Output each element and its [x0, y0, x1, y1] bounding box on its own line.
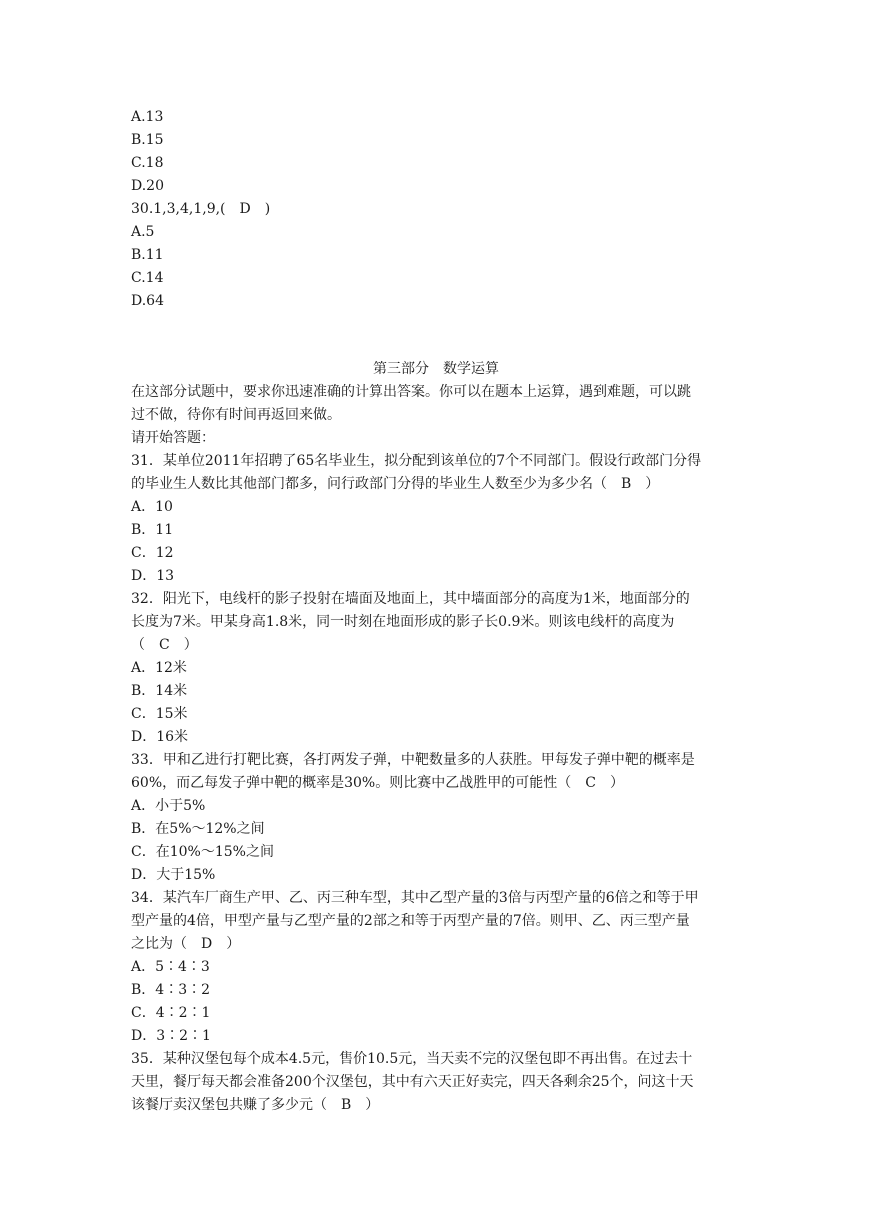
section-intro: [131, 381, 741, 450]
option-line: A．12米: [131, 660, 187, 676]
question-33: [131, 749, 741, 887]
option-line: B.11: [131, 247, 164, 263]
question-stem: 35．某种汉堡包每个成本4.5元，售价10.5元，当天卖不完的汉堡包即不再出售。在过去十: [131, 1051, 693, 1067]
question-stem: 的毕业生人数比其他部门都多，问行政部门分得的毕业生人数至少为多少名（ B ）: [131, 476, 660, 492]
intro-line: 在这部分试题中，要求你迅速准确的计算出答案。你可以在题本上运算，遇到难题，可以跳: [131, 384, 691, 400]
option-line: C．15米: [131, 706, 188, 722]
question-34: [131, 887, 741, 1048]
question-stem: 33．甲和乙进行打靶比赛，各打两发子弹，中靶数量多的人获胜。甲每发子弹中靶的概率是: [131, 752, 695, 768]
option-line: D．3∶2∶1: [131, 1028, 211, 1044]
option-line: B．11: [131, 522, 174, 538]
option-line: C．在10%～15%之间: [131, 844, 274, 860]
option-line: D.64: [131, 293, 164, 309]
question-stem: 该餐厅卖汉堡包共赚了多少元（ B ）: [131, 1097, 380, 1113]
option-line: D．13: [131, 568, 175, 584]
option-line: D.20: [131, 178, 164, 194]
intro-line: 请开始答题：: [131, 430, 215, 446]
prev-question-options: [131, 106, 741, 198]
option-line: C．12: [131, 545, 174, 561]
question-stem: 型产量的4倍，甲型产量与乙型产量的2部之和等于丙型产量的7倍。则甲、乙、丙三型产量: [131, 913, 690, 929]
question-stem: 天里，餐厅每天都会准备200个汉堡包，其中有六天正好卖完，四天各剩余25个，问这十天: [131, 1074, 694, 1090]
section-gap: [131, 313, 741, 358]
option-line: B.15: [131, 132, 164, 148]
question-stem: （ C ）: [131, 637, 198, 653]
option-line: C．4∶2∶1: [131, 1005, 211, 1021]
document-page: [131, 106, 741, 1117]
option-line: C.18: [131, 155, 164, 171]
question-stem: 长度为7米。甲某身高1.8米，同一时刻在地面形成的影子长0.9米。则该电线杆的高度为: [131, 614, 675, 630]
option-line: A．5∶4∶3: [131, 959, 210, 975]
option-line: D．大于15%: [131, 867, 216, 883]
option-line: A.13: [131, 109, 164, 125]
option-line: B．在5%～12%之间: [131, 821, 265, 837]
question-30: [131, 198, 741, 313]
option-line: A．10: [131, 499, 173, 515]
option-line: B．4∶3∶2: [131, 982, 211, 998]
question-stem: 之比为（ D ）: [131, 936, 241, 952]
question-stem: 32．阳光下，电线杆的影子投射在墙面及地面上，其中墙面部分的高度为1米，地面部分的: [131, 591, 690, 607]
option-line: C.14: [131, 270, 164, 286]
question-31: [131, 450, 741, 588]
intro-line: 过不做，待你有时间再返回来做。: [131, 407, 341, 423]
option-line: A．小于5%: [131, 798, 206, 814]
option-line: B．14米: [131, 683, 188, 699]
question-35: [131, 1048, 741, 1117]
option-line: D．16米: [131, 729, 189, 745]
question-stem: 30.1,3,4,1,9,( D ): [131, 201, 271, 217]
question-32: [131, 588, 741, 749]
section-title: 第三部分 数学运算: [373, 361, 499, 377]
question-stem: 60%，而乙每发子弹中靶的概率是30%。则比赛中乙战胜甲的可能性（ C ）: [131, 775, 624, 791]
question-stem: 31．某单位2011年招聘了65名毕业生，拟分配到该单位的7个不同部门。假设行政部门分得: [131, 453, 702, 469]
option-line: A.5: [131, 224, 155, 240]
question-stem: 34．某汽车厂商生产甲、乙、丙三种车型，其中乙型产量的3倍与丙型产量的6倍之和等于甲: [131, 890, 699, 906]
